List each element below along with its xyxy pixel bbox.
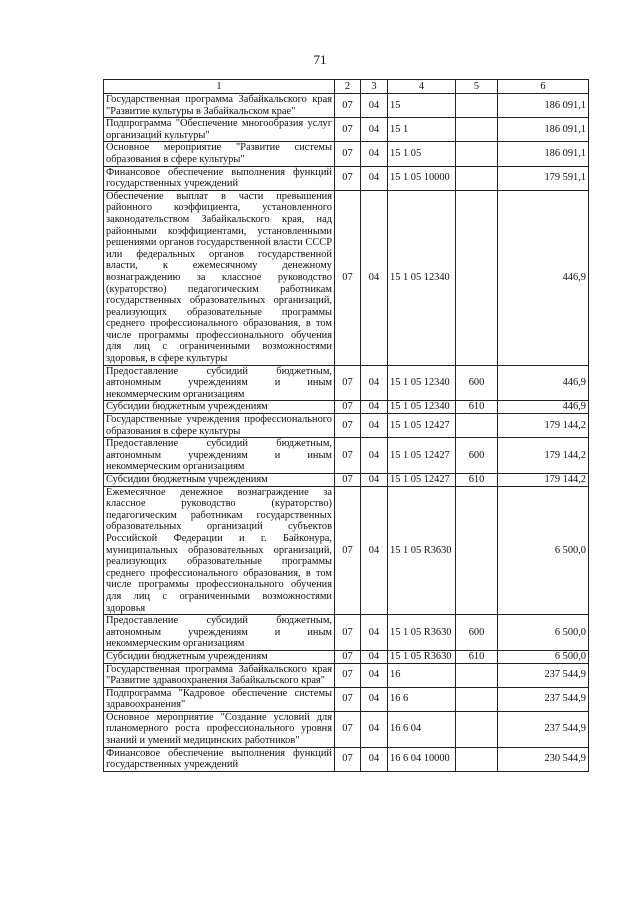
row-section: 07 xyxy=(335,401,361,414)
row-subsection: 04 xyxy=(361,663,388,687)
table-row xyxy=(104,414,589,438)
row-target-article: 15 1 05 12340 xyxy=(388,190,456,365)
row-section: 07 xyxy=(335,94,361,118)
row-name: Предоставление субсидий бюджетным, автономным учреждениям и иным некоммерческим организациям xyxy=(104,438,335,474)
row-target-article: 15 1 05 10000 xyxy=(388,166,456,190)
row-section: 07 xyxy=(335,142,361,166)
row-expense-type: 600 xyxy=(456,615,498,651)
header-row xyxy=(104,80,589,94)
table-row xyxy=(104,615,589,651)
row-subsection: 04 xyxy=(361,615,388,651)
row-target-article: 15 1 05 12427 xyxy=(388,438,456,474)
row-expense-type xyxy=(456,118,498,142)
table-row xyxy=(104,365,589,401)
header-section: 2 xyxy=(335,80,361,94)
row-amount: 179 144,2 xyxy=(498,438,589,474)
row-section: 07 xyxy=(335,438,361,474)
row-expense-type xyxy=(456,94,498,118)
row-amount: 237 544,9 xyxy=(498,711,589,747)
table-row xyxy=(104,711,589,747)
row-expense-type: 610 xyxy=(456,401,498,414)
row-section: 07 xyxy=(335,711,361,747)
row-section: 07 xyxy=(335,747,361,771)
row-name: Подпрограмма "Обеспечение многообразия услуг организаций культуры" xyxy=(104,118,335,142)
row-expense-type xyxy=(456,486,498,615)
row-target-article: 15 1 05 R3630 xyxy=(388,615,456,651)
row-name: Финансовое обеспечение выполнения функций государственных учреждений xyxy=(104,747,335,771)
row-name: Предоставление субсидий бюджетным, автономным учреждениям и иным некоммерческим организациям xyxy=(104,365,335,401)
row-amount: 6 500,0 xyxy=(498,650,589,663)
row-section: 07 xyxy=(335,687,361,711)
row-amount: 179 144,2 xyxy=(498,474,589,487)
row-expense-type xyxy=(456,166,498,190)
row-amount: 446,9 xyxy=(498,365,589,401)
row-target-article: 15 1 05 12340 xyxy=(388,401,456,414)
row-subsection: 04 xyxy=(361,486,388,615)
row-section: 07 xyxy=(335,474,361,487)
row-name: Основное мероприятие "Развитие системы образования в сфере культуры" xyxy=(104,142,335,166)
row-name: Государственная программа Забайкальского края "Развитие культуры в Забайкальском крае" xyxy=(104,94,335,118)
row-section: 07 xyxy=(335,118,361,142)
row-amount: 237 544,9 xyxy=(498,663,589,687)
row-expense-type xyxy=(456,190,498,365)
table-row xyxy=(104,401,589,414)
row-amount: 230 544,9 xyxy=(498,747,589,771)
row-name: Субсидии бюджетным учреждениям xyxy=(104,474,335,487)
header-target-article: 4 xyxy=(388,80,456,94)
row-subsection: 04 xyxy=(361,438,388,474)
table-row xyxy=(104,118,589,142)
row-name: Предоставление субсидий бюджетным, автономным учреждениям и иным некоммерческим организациям xyxy=(104,615,335,651)
row-subsection: 04 xyxy=(361,474,388,487)
row-expense-type: 600 xyxy=(456,438,498,474)
header-name: 1 xyxy=(104,80,335,94)
row-subsection: 04 xyxy=(361,166,388,190)
row-subsection: 04 xyxy=(361,365,388,401)
table-row xyxy=(104,142,589,166)
row-amount: 186 091,1 xyxy=(498,94,589,118)
row-target-article: 15 1 05 12427 xyxy=(388,414,456,438)
row-section: 07 xyxy=(335,663,361,687)
row-target-article: 15 1 05 R3630 xyxy=(388,486,456,615)
row-section: 07 xyxy=(335,615,361,651)
row-section: 07 xyxy=(335,414,361,438)
row-amount: 6 500,0 xyxy=(498,615,589,651)
row-target-article: 15 1 05 R3630 xyxy=(388,650,456,663)
row-amount: 186 091,1 xyxy=(498,118,589,142)
row-expense-type xyxy=(456,663,498,687)
row-section: 07 xyxy=(335,365,361,401)
table-row xyxy=(104,486,589,615)
row-name: Основное мероприятие "Создание условий для планомерного роста профессионального уровня знаний и умений медицинских работников" xyxy=(104,711,335,747)
row-name: Ежемесячное денежное вознаграждение за классное руководство (кураторство) педагогическим работникам государственных образовательных организаций субъектов Российской Федерации и г. Байконура, муниципальных образовательных организаций, реализующих образовательные программы среднего профессионального образования, в том числе программы профессионального обучения для лиц с ограниченными возможностями здоровья xyxy=(104,486,335,615)
row-subsection: 04 xyxy=(361,711,388,747)
table-row xyxy=(104,747,589,771)
row-subsection: 04 xyxy=(361,650,388,663)
row-name: Государственные учреждения профессионального образования в сфере культуры xyxy=(104,414,335,438)
row-subsection: 04 xyxy=(361,190,388,365)
row-subsection: 04 xyxy=(361,747,388,771)
row-name: Субсидии бюджетным учреждениям xyxy=(104,401,335,414)
row-name: Обеспечение выплат в части превышения районного коэффициента, установленного законодательством Забайкальского края, над районными коэффициентами, установленными решениями органов государственной власти СССР или федеральных органов государственной власти, к ежемесячному денежному вознаграждению за классное руководство (кураторство) педагогическим работникам государственных образовательных организаций, реализующих образовательные программы среднего профессионального образования, в том числе программы профессионального обучения для лиц с ограниченными возможностями здоровья, в сфере культуры xyxy=(104,190,335,365)
budget-table xyxy=(103,79,589,772)
row-target-article: 16 6 xyxy=(388,687,456,711)
row-section: 07 xyxy=(335,486,361,615)
row-subsection: 04 xyxy=(361,401,388,414)
row-amount: 179 591,1 xyxy=(498,166,589,190)
header-subsection: 3 xyxy=(361,80,388,94)
table-row xyxy=(104,650,589,663)
row-expense-type xyxy=(456,142,498,166)
row-subsection: 04 xyxy=(361,142,388,166)
row-amount: 179 144,2 xyxy=(498,414,589,438)
row-amount: 446,9 xyxy=(498,190,589,365)
row-target-article: 15 1 05 12340 xyxy=(388,365,456,401)
table-row xyxy=(104,687,589,711)
row-target-article: 16 xyxy=(388,663,456,687)
row-target-article: 15 xyxy=(388,94,456,118)
page-number: 71 xyxy=(313,52,327,67)
table-row xyxy=(104,94,589,118)
header-amount: 6 xyxy=(498,80,589,94)
row-subsection: 04 xyxy=(361,118,388,142)
row-amount: 237 544,9 xyxy=(498,687,589,711)
table-row xyxy=(104,438,589,474)
row-name: Подпрограмма "Кадровое обеспечение системы здравоохранения" xyxy=(104,687,335,711)
row-expense-type xyxy=(456,687,498,711)
table-row xyxy=(104,166,589,190)
row-amount: 186 091,1 xyxy=(498,142,589,166)
table-row xyxy=(104,663,589,687)
row-target-article: 16 6 04 xyxy=(388,711,456,747)
row-target-article: 15 1 05 xyxy=(388,142,456,166)
row-subsection: 04 xyxy=(361,687,388,711)
row-section: 07 xyxy=(335,166,361,190)
row-target-article: 15 1 xyxy=(388,118,456,142)
row-section: 07 xyxy=(335,190,361,365)
row-target-article: 15 1 05 12427 xyxy=(388,474,456,487)
row-name: Государственная программа Забайкальского края "Развитие здравоохранения Забайкальского края" xyxy=(104,663,335,687)
row-expense-type: 610 xyxy=(456,650,498,663)
row-name: Финансовое обеспечение выполнения функций государственных учреждений xyxy=(104,166,335,190)
row-name: Субсидии бюджетным учреждениям xyxy=(104,650,335,663)
row-expense-type: 600 xyxy=(456,365,498,401)
table-row xyxy=(104,474,589,487)
row-expense-type xyxy=(456,414,498,438)
header-expense-type: 5 xyxy=(456,80,498,94)
row-subsection: 04 xyxy=(361,414,388,438)
row-expense-type: 610 xyxy=(456,474,498,487)
row-target-article: 16 6 04 10000 xyxy=(388,747,456,771)
row-expense-type xyxy=(456,711,498,747)
row-section: 07 xyxy=(335,650,361,663)
row-amount: 6 500,0 xyxy=(498,486,589,615)
row-expense-type xyxy=(456,747,498,771)
row-amount: 446,9 xyxy=(498,401,589,414)
row-subsection: 04 xyxy=(361,94,388,118)
table-row xyxy=(104,190,589,365)
